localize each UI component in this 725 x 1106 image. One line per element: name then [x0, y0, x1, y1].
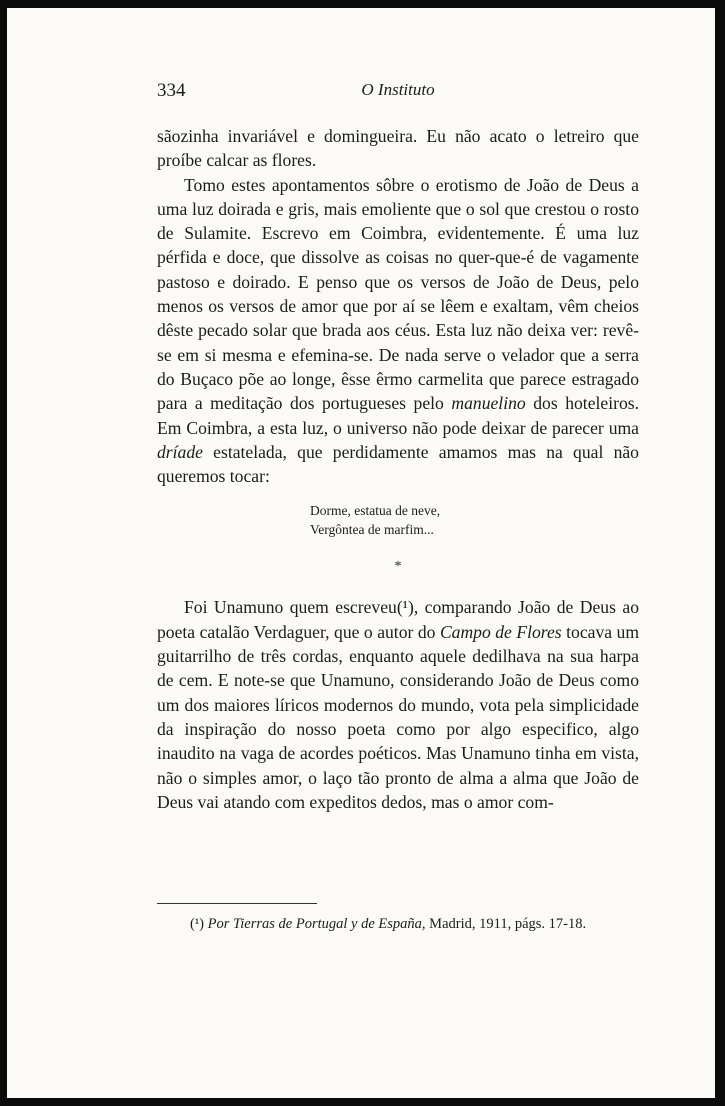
footnote	[190, 914, 650, 934]
paragraph-continuation: sãozinha invariável e domingueira. Eu não acato o letreiro que proíbe calcar as flores.	[157, 126, 639, 171]
section-break: *	[394, 559, 402, 575]
paragraph-erotismo	[157, 173, 639, 489]
italic-term: dríade	[157, 441, 203, 462]
page-header	[157, 80, 639, 110]
verse-quote	[310, 501, 639, 539]
footnote-book-title: Por Tierras de Portugal y de España,	[207, 916, 426, 932]
italic-title: Campo de Flores	[439, 621, 562, 642]
text-run: estatelada, que perdidamente amamos mas na qual não queremos tocar:	[157, 441, 639, 487]
text-run: Tomo estes apontamentos sôbre o erotismo de João de Deus a uma luz doirada e gris, mais emoliente que o sol que crestou o rosto de Sulamite. Escrevo em Coimbra, evidentemente. É uma luz pérfida e doce, que dissolve as coisas no quer-que-é de vagamente pastoso e doirado. E penso que os versos de João de Deus, pelo menos os versos de amor que por aí se lêem e exaltam, vêm cheios dêste pecado solar que brada aos céus. Esta luz não deixa ver: revê-se em si mesma e efemina-se. De nada serve o velador que a serra do Buçaco põe ao longe, êsse êrmo carmelita que parece estragado para a meditação dos portugueses pelo	[157, 174, 639, 414]
text-run: , comparando João de Deus ao poeta catalão Verdaguer, que o autor do	[157, 597, 639, 642]
book-page	[7, 8, 715, 1098]
text-run: dos hoteleiros. Em Coimbra, a esta luz, o universo não pode deixar de parecer uma	[157, 393, 639, 438]
page-number: 334	[157, 80, 186, 101]
italic-term: manuelino	[451, 393, 526, 414]
footnote-citation: Madrid, 1911, págs. 17-18.	[429, 916, 587, 932]
text-run: tocava um guitarrilho de três cordas, enquanto aquele dedilhava na sua harpa de cem. E note-se que Unamuno, considerando João de Deus como um dos maiores líricos modernos do mundo, vota pela simplicidade da inspiração do nosso poeta como por algo especifico, algo inaudito na vaga de acordes poéticos. Mas Unamuno tinha em vista, não o simples amor, o laço tão pronto de alma a alma que João de Deus vai atando com expeditos dedos, mas o amor com-	[157, 621, 640, 812]
body-text	[157, 124, 639, 814]
verse-line: Dorme, estatua de neve,	[310, 503, 441, 519]
running-title: O Instituto	[361, 80, 435, 99]
verse-line: Vergôntea de marfim...	[310, 522, 434, 538]
footnote-rule	[157, 903, 317, 904]
paragraph-unamuno	[157, 595, 639, 814]
footnote-reference: (¹)	[396, 597, 414, 618]
footnote-mark: (¹)	[190, 916, 205, 932]
text-run: Foi Unamuno quem escreveu	[184, 597, 397, 618]
